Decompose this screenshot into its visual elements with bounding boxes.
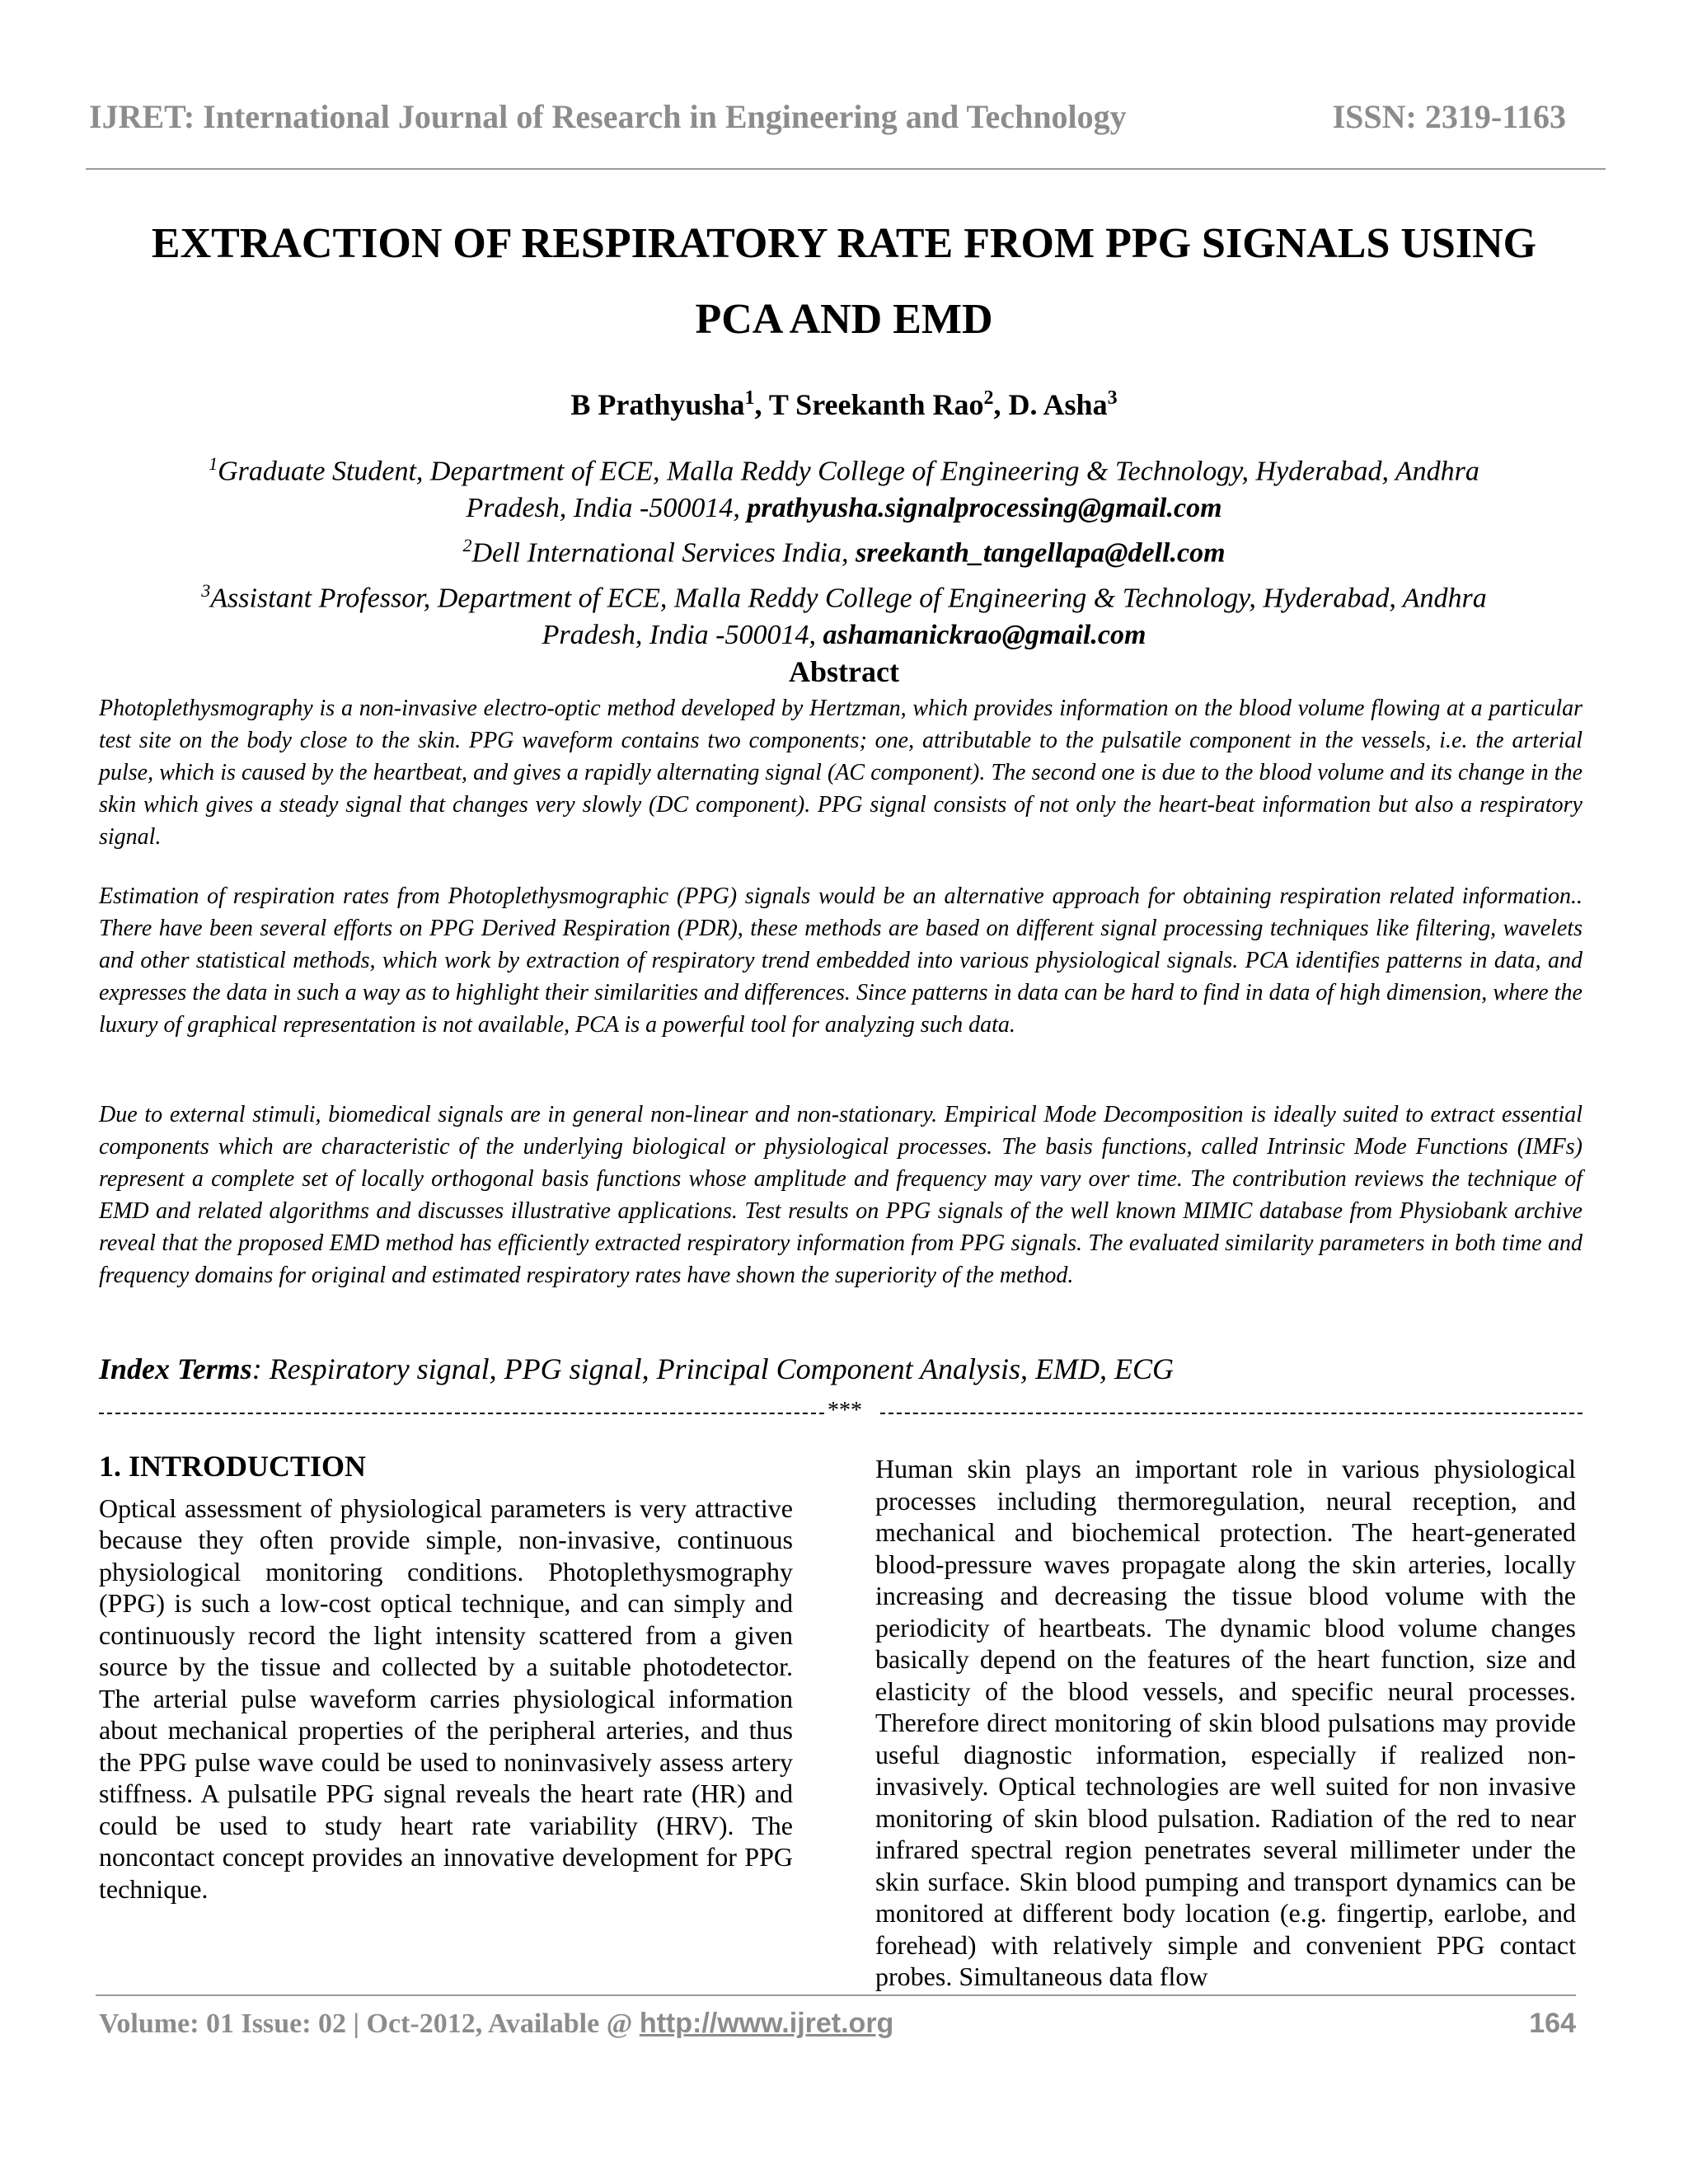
author-superscript: 1 xyxy=(744,387,755,409)
author-superscript: 2 xyxy=(983,387,994,409)
affiliations xyxy=(97,445,1591,654)
separator-stars: *** xyxy=(828,1398,862,1423)
title-line-1: EXTRACTION OF RESPIRATORY RATE FROM PPG SIGNALS USING xyxy=(151,220,1537,267)
journal-name: IJRET: International Journal of Research in Engineering and Technology xyxy=(89,98,1127,135)
author-list xyxy=(82,387,1606,422)
email-link[interactable]: sreekanth_tangellapa@dell.com xyxy=(855,537,1226,569)
left-column xyxy=(99,1451,793,1905)
index-terms xyxy=(99,1352,1582,1386)
email-link[interactable]: ashamanickrao@gmail.com xyxy=(823,619,1146,650)
affiliation-text: Graduate Student, Department of ECE, Malla Reddy College of Engineering & Technology, Hyderabad, Andhra xyxy=(218,456,1479,487)
index-terms-text: : Respiratory signal, PPG signal, Principal Component Analysis, EMD, ECG xyxy=(251,1352,1174,1385)
affiliation-2 xyxy=(97,527,1591,571)
page-number: 164 xyxy=(1529,2008,1576,2039)
affiliation-text: Pradesh, India -500014, xyxy=(466,493,748,524)
email-link[interactable]: prathyusha.signalprocessing@gmail.com xyxy=(747,493,1222,524)
abstract-heading: Abstract xyxy=(789,655,899,688)
affiliation-superscript: 1 xyxy=(209,453,218,474)
journal-url-link[interactable]: http://www.ijret.org xyxy=(639,2008,894,2039)
author-name: B Prathyusha xyxy=(570,388,745,421)
affiliation-text: Assistant Professor, Department of ECE, Malla Reddy College of Engineering & Technology, Hyderabad, Andhra xyxy=(210,582,1487,613)
paper-title xyxy=(82,206,1606,358)
section-separator xyxy=(99,1398,1582,1427)
intro-paragraph-right: Human skin plays an important role in various physiological processes including thermoregulation, neural reception, and mechanical and biochemical protection. The heart-generated blood-pressure waves propagate along the skin arteries, locally increasing and decreasing the tissue blood volume with the periodicity of heartbeats. The dynamic blood volume changes basically depend on the features of the heart function, size and elasticity of the blood vessels, and specific neural processes. Therefore direct monitoring of skin blood pulsations may provide useful diagnostic information, especially if realized non-invasively. Optical technologies are well suited for non invasive monitoring of skin blood pulsation. Radiation of the red to near infrared spectral region penetrates several millimeter under the skin surface. Skin blood pumping and transport dynamics can be monitored at different body location (e.g. fingertip, earlobe, and forehead) with relatively simple and convenient PPG contact probes. Simultaneous data flow xyxy=(875,1454,1576,1991)
affiliation-1 xyxy=(97,445,1591,490)
affiliation-superscript: 2 xyxy=(462,535,472,556)
footer-volume xyxy=(99,2008,893,2040)
abstract-paragraph-3: Due to external stimuli, biomedical signals are in general non-linear and non-stationary. Empirical Mode Decomposition is ideally suited to extract essential components which are characteristic of the underlying biological or physiological processes. The basis functions, called Intrinsic Mode Functions (IMFs) represent a complete set of locally orthogonal basis functions whose amplitude and frequency may vary over time. The contribution reviews the technique of EMD and related algorithms and discusses illustrative applications. Test results on PPG signals of the well known MIMIC database from Physiobank archive reveal that the proposed EMD method has efficiently extracted respiratory information from PPG signals. The evaluated similarity parameters in both time and frequency domains for original and estimated respiratory rates have shown the superiority of the method. xyxy=(99,1102,1582,1288)
affiliation-3-cont xyxy=(97,616,1591,654)
author-separator: , xyxy=(754,388,769,421)
separator-dash-left xyxy=(99,1413,824,1414)
issn: ISSN: 2319-1163 xyxy=(1332,98,1566,135)
author-name: D. Asha xyxy=(1008,388,1108,421)
affiliation-text: Pradesh, India -500014, xyxy=(542,619,823,650)
running-footer xyxy=(99,2008,1576,2049)
affiliation-1-cont xyxy=(97,490,1591,527)
author-separator: , xyxy=(993,388,1009,421)
separator-dash-right xyxy=(880,1413,1582,1414)
footer-rule xyxy=(96,1994,1576,1996)
section-heading: 1. INTRODUCTION xyxy=(99,1450,367,1483)
volume-text: Volume: 01 Issue: 02 | Oct-2012, Available @ xyxy=(99,2008,640,2039)
author-superscript: 3 xyxy=(1107,387,1118,409)
index-terms-label: Index Terms xyxy=(99,1352,252,1385)
affiliation-superscript: 3 xyxy=(201,579,211,601)
author-name: T Sreekanth Rao xyxy=(768,388,984,421)
abstract-paragraph-2: Estimation of respiration rates from Photoplethysmographic (PPG) signals would be an alternative approach for obtaining respiration related information.. There have been several efforts on PPG Derived Respiration (PDR), these methods are based on different signal processing techniques like filtering, wavelets and other statistical methods, which work by extraction of respiratory trend embedded into various physiological signals. PCA identifies patterns in data, and expresses the data in such a way as to highlight their similarities and differences. Since patterns in data can be hard to find in data of high dimension, where the luxury of graphical representation is not available, PCA is a powerful tool for analyzing such data. xyxy=(99,883,1582,1038)
affiliation-3 xyxy=(97,572,1591,616)
right-column xyxy=(875,1453,1576,1993)
intro-paragraph-left: Optical assessment of physiological parameters is very attractive because they often provide simple, non-invasive, continuous physiological monitoring conditions. Photoplethysmography (PPG) is such a low-cost optical technique, and can simply and continuously record the light intensity scattered from a given source by the tissue and collected by a suitable photodetector. The arterial pulse waveform carries physiological information about mechanical properties of the peripheral arteries, and thus the PPG pulse wave could be used to noninvasively assess artery stiffness. A pulsatile PPG signal reveals the heart rate (HR) and could be used to study heart rate variability (HRV). The noncontact concept provides an innovative development for PPG technique. xyxy=(99,1493,793,1904)
affiliation-text: Dell International Services India, xyxy=(471,537,856,569)
abstract-paragraph-1: Photoplethysmography is a non-invasive electro-optic method developed by Hertzman, which provides information on the blood volume flowing at a particular test site on the body close to the skin. PPG waveform contains two components; one, attributable to the pulsatile component in the vessels, i.e. the arterial pulse, which is caused by the heartbeat, and gives a rapidly alternating signal (AC component). The second one is due to the blood volume and its change in the skin which gives a steady signal that changes very slowly (DC component). PPG signal consists of not only the heart-beat information but also a respiratory signal. xyxy=(99,696,1582,850)
running-header xyxy=(89,97,1566,147)
header-rule xyxy=(86,168,1606,170)
title-line-2: PCA AND EMD xyxy=(695,296,993,343)
